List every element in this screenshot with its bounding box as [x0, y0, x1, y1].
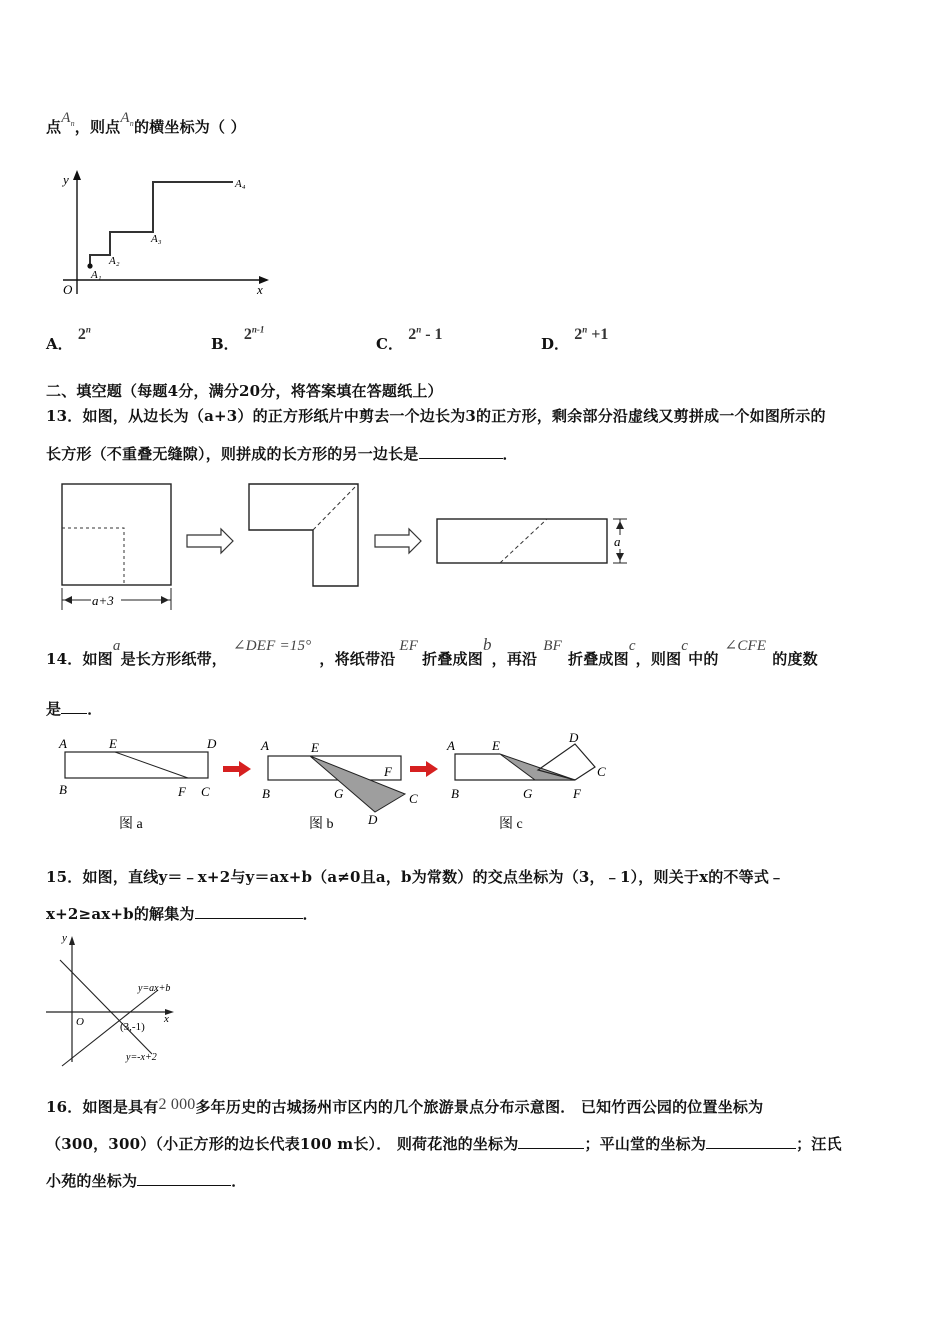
line-neg-x-plus-2: [60, 960, 152, 1054]
fig-c-caption: 图 c: [499, 817, 523, 832]
q13-figure: [55, 478, 645, 618]
q14-figures: [55, 730, 625, 838]
cut-dashed: [62, 528, 124, 585]
svg-text:F: F: [384, 764, 392, 779]
point-a1: [87, 263, 92, 268]
label-a4: A₄: [235, 178, 246, 190]
q13-answer-blank[interactable]: [419, 444, 503, 459]
svg-text:F: F: [573, 786, 581, 801]
q16-line1: 16．如图是具有2 000多年历史的古城扬州市区内的几个旅游景点分布示意图． 已知竹西公园的位置坐标为: [46, 1096, 764, 1116]
q12-option-b[interactable]: B． 2$^{n-1}$: [211, 324, 265, 353]
svg-text:C: C: [201, 784, 210, 799]
q12-staircase-figure: [55, 162, 295, 302]
q14-line1: 14．如图a是长方形纸带，∠DEF =15°，将纸带沿EF折叠成图b，再沿BF折叠成图c，则图c中的∠CFE的度数: [46, 635, 818, 668]
q13-line1: 13．如图，从边长为（a+3）的正方形纸片中剪去一个边长为3的正方形，剩余部分沿虚线又剪拼成一个如图所示的: [46, 407, 826, 425]
svg-text:F: F: [178, 784, 186, 799]
svg-text:O: O: [76, 1016, 84, 1028]
svg-text:C: C: [409, 791, 418, 806]
label-a: a: [614, 534, 621, 549]
svg-text:E: E: [109, 736, 117, 751]
fig-c-folded: [500, 754, 575, 780]
svg-text:y: y: [62, 932, 67, 944]
axis-x-label: x: [257, 282, 263, 297]
q16-line3: 小苑的坐标为 ．: [46, 1172, 247, 1190]
svg-text:x: x: [164, 1013, 169, 1025]
svg-text:E: E: [492, 738, 500, 753]
svg-text:A: A: [447, 738, 455, 753]
section2-title: 二、填空题（每题4分，满分20分，将答案填在答题纸上）: [46, 382, 443, 400]
q15-line1: 15．如图，直线y＝﹣x+2与y＝ax+b（a≠0且a，b为常数）的交点坐标为（3，﹣1），则关于x的不等式﹣: [46, 868, 785, 886]
q16-answer-blank-3[interactable]: [137, 1171, 231, 1186]
q15-line2: x+2≥ax+b的解集为 ．: [46, 905, 318, 923]
fig-a-strip: [65, 752, 208, 778]
label-a-plus-3: a+3: [92, 593, 114, 608]
svg-text:B: B: [59, 782, 67, 797]
fig-a-fold-ef: [115, 752, 188, 778]
svg-text:B: B: [262, 786, 270, 801]
q16-answer-blank-1[interactable]: [518, 1134, 584, 1149]
svg-text:C: C: [597, 764, 606, 779]
big-square: [62, 484, 171, 585]
rect-dashed: [500, 519, 547, 563]
q12-option-c[interactable]: C． 2$^n$ - 1: [376, 324, 443, 353]
svg-text:A: A: [261, 738, 269, 753]
l-shape: [249, 484, 358, 586]
svg-text:B: B: [451, 786, 459, 801]
q15-graph: [40, 928, 200, 1068]
q16-line2: （300，300）（小正方形的边长代表100 m长）． 则荷花池的坐标为 ；平山堂的坐标为 ；汪氏: [46, 1135, 842, 1153]
label-a2: A₂: [109, 255, 120, 267]
red-arrow-1: [223, 761, 251, 777]
q12-option-d[interactable]: D． $2^n +1$: [541, 324, 609, 353]
q12-tail-line: 点$A_n$，则点$A_n$的横坐标为（ ）: [46, 110, 246, 136]
fig-b-caption: 图 b: [309, 817, 334, 832]
fig-a-caption: 图 a: [119, 817, 143, 832]
label-a3: A₃: [151, 233, 162, 245]
svg-text:G: G: [334, 786, 344, 801]
axis-y-label: y: [63, 172, 69, 187]
red-arrow-2: [410, 761, 438, 777]
q16-answer-blank-2[interactable]: [706, 1134, 796, 1149]
origin-label: O: [63, 282, 73, 297]
svg-text:D: D: [207, 736, 217, 751]
svg-text:D: D: [569, 730, 579, 745]
result-rectangle: [437, 519, 607, 563]
svg-text:A: A: [59, 736, 67, 751]
l-dashed: [313, 484, 358, 530]
svg-text:(3,-1): (3,-1): [120, 1021, 145, 1033]
svg-text:D: D: [368, 812, 378, 827]
q14-line2: 是 ．: [46, 700, 103, 718]
q15-answer-blank[interactable]: [195, 904, 303, 919]
svg-text:G: G: [523, 786, 533, 801]
q12-option-a[interactable]: A． 2$^n$: [46, 324, 91, 353]
svg-text:E: E: [311, 740, 319, 755]
staircase-path: [90, 182, 233, 265]
q13-line2: 长方形（不重叠无缝隙），则拼成的长方形的另一边长是 ．: [46, 445, 518, 463]
y-axis-arrow: [73, 170, 81, 180]
svg-text:y=-x+2: y=-x+2: [126, 1052, 157, 1063]
hollow-arrow-1: [187, 529, 233, 553]
svg-text:y=ax+b: y=ax+b: [138, 983, 171, 994]
label-a1: A₁: [91, 269, 102, 281]
hollow-arrow-2: [375, 529, 421, 553]
q14-answer-blank[interactable]: [61, 699, 87, 714]
